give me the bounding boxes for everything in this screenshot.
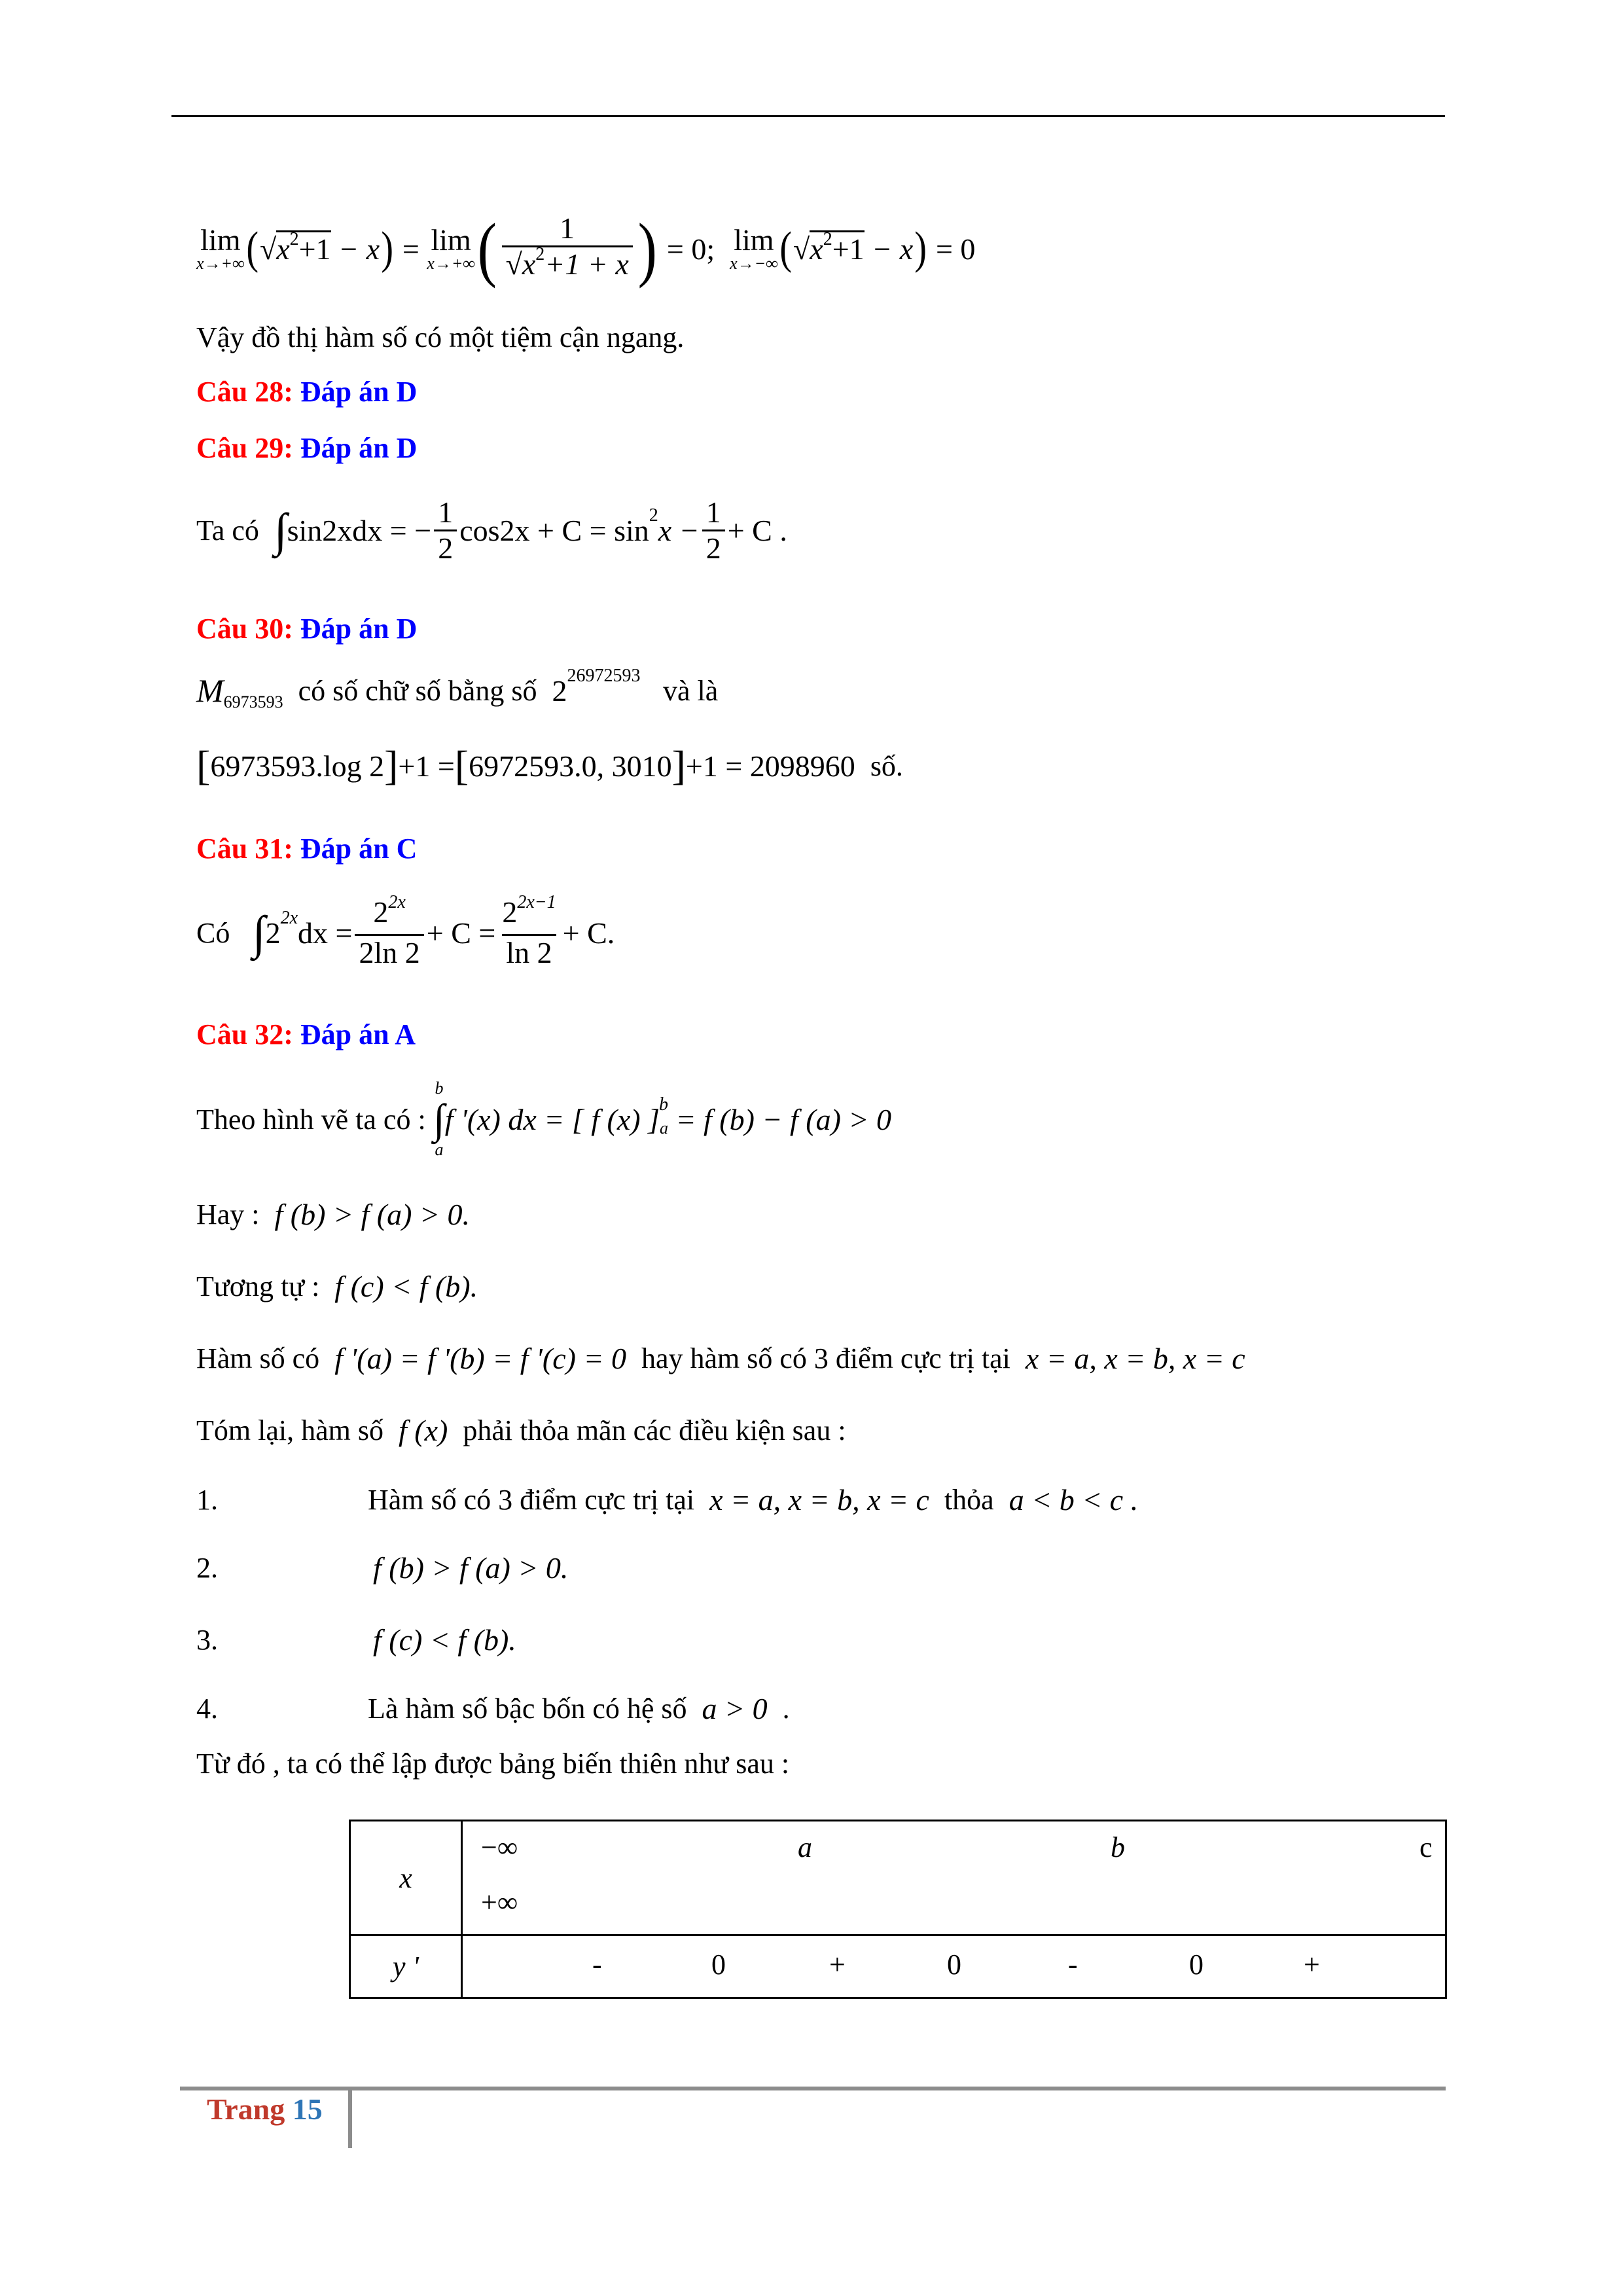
condition-item-4: 4. Là hàm số bậc bốn có hệ số a > 0 .: [196, 1691, 790, 1725]
footer-rule: [180, 2087, 1446, 2090]
question-32-line-1: Theo hình vẽ ta có : b ∫ a f '(x) dx = [ f (x) ] a b = f (b) − f (a) > 0: [196, 1079, 891, 1159]
table-yprime-values: - 0 + 0 - 0 +: [462, 1935, 1446, 1998]
question-32-line-5: Tóm lại, hàm số f (x) phải thỏa mãn các điều kiện sau :: [196, 1413, 846, 1447]
lim-3: lim x→−∞: [730, 223, 778, 273]
question-29-heading: Câu 29: Đáp án D: [196, 432, 418, 464]
question-32-line-3: Tương tự : f (c) < f (b).: [196, 1269, 478, 1303]
condition-item-2: 2. f (b) > f (a) > 0.: [196, 1551, 569, 1585]
table-row-x: [350, 1821, 1446, 1935]
limit-fraction: $\frac{1}{√x^2+1 + x}$: [502, 211, 633, 286]
sqrt-expr-1: $√x^2+1 - x$: [259, 228, 380, 266]
question-30-line-1: M 6973593 có số chữ số bằng số 2 26972593 và là: [196, 666, 719, 711]
table-x-values: −∞ a b c +∞: [462, 1821, 1446, 1935]
table-label-x: x: [350, 1821, 462, 1935]
question-32-heading: Câu 32: Đáp án A: [196, 1018, 416, 1050]
table-intro-text: Từ đó , ta có thể lập được bảng biến thiên như sau :: [196, 1748, 790, 1780]
question-30-line-2: [ 6973593.log 2 ] +1 = [ 6972593.0, 3010 ] +1 = 2098960 số.: [196, 742, 903, 789]
question-32-line-2: Hay : f (b) > f (a) > 0.: [196, 1197, 470, 1231]
limits-line: lim x→+∞ ( $√x^2+1 - x$ ) = lim x→+∞ ( $\frac{1}{√x^2+1 + x}$ ) = 0; lim x→−∞ ( $√x^2+1 - x$ ) = 0: [196, 208, 976, 289]
condition-item-3: 3. f (c) < f (b).: [196, 1623, 516, 1657]
question-31-heading: Câu 31: Đáp án C: [196, 833, 418, 865]
variation-table: [349, 1820, 1447, 1999]
lim-1: lim x→+∞: [196, 223, 245, 273]
table-label-yprime: y ': [350, 1935, 462, 1998]
condition-item-1: 1. Hàm số có 3 điểm cực trị tại x = a, x = b, x = c thỏa a < b < c .: [196, 1482, 1139, 1516]
page-number: Trang 15: [207, 2092, 323, 2126]
question-29-formula: Ta có ∫ sin2xdx = − $\frac{1}{2}$ cos2x + C = sin 2 x − $\frac{1}{2}$ + C .: [196, 495, 787, 565]
question-32-line-4: Hàm số có f '(a) = f '(b) = f '(c) = 0 hay hàm số có 3 điểm cực trị tại x = a, x = b, x = c: [196, 1341, 1245, 1375]
question-31-formula: Có ∫ 2 2x dx = $\frac{2^{2x}}{2\ln 2}$ + C = $\frac{2^{2x-1}}{\ln 2}$ + C.: [196, 892, 615, 969]
table-row-yprime: [350, 1935, 1446, 1998]
question-28-heading: Câu 28: Đáp án D: [196, 376, 418, 408]
footer-divider: [348, 2088, 352, 2148]
header-rule: [171, 115, 1445, 117]
sqrt-expr-3: $√x^2+1 - x$: [793, 228, 914, 266]
lim-2: lim x→+∞: [427, 223, 475, 273]
question-30-heading: Câu 30: Đáp án D: [196, 613, 418, 645]
conclusion-text: Vậy đồ thị hàm số có một tiệm cận ngang.: [196, 321, 685, 353]
